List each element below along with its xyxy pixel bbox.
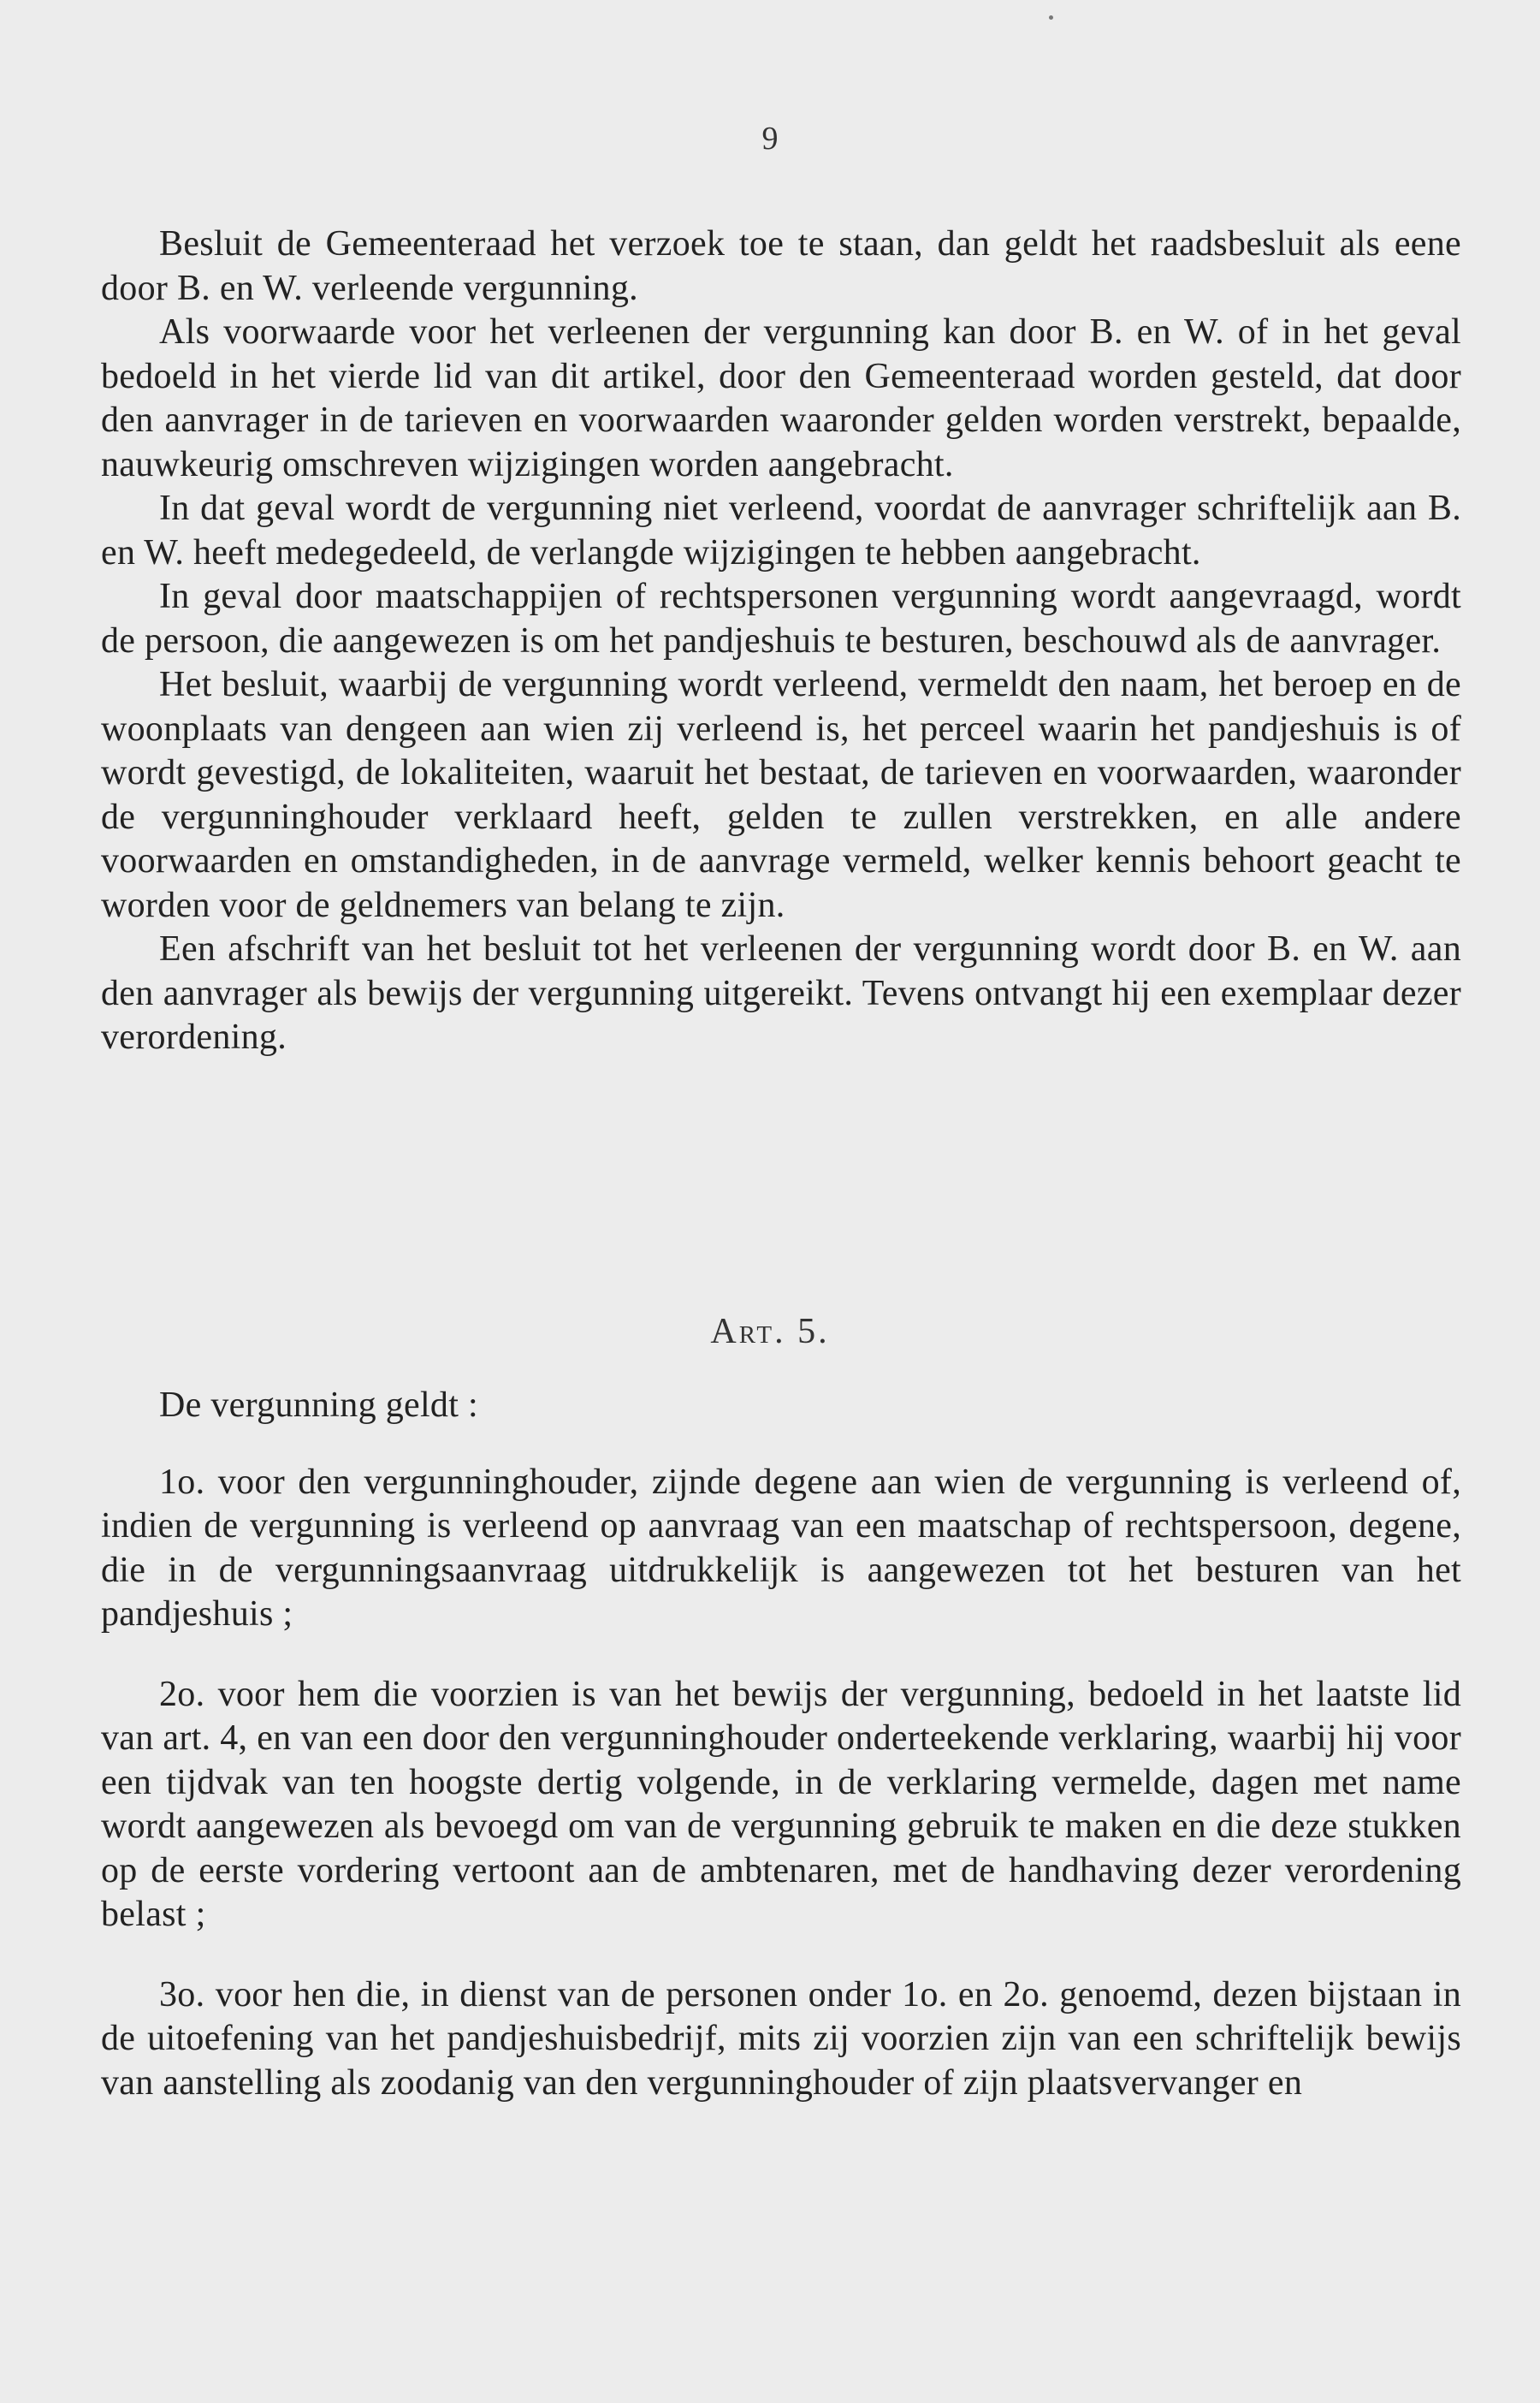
article-item: 3o. voor hen die, in dienst van de personen onder 1o. en 2o. genoemd, dezen bijstaan in de uitoefening van het pandjeshuisbedrijf, mits zij voorzien zijn van een schriftelijk bewijs van aanstelling als zoodanig van den vergunninghouder of zijn plaatsvervanger en bbox=[101, 1974, 1461, 2103]
paragraph: In dat geval wordt de vergunning niet verleend, voordat de aanvrager schriftelijk aan B. en W. heeft medegedeeld, de verlangde wijzigingen te hebben aangebracht. bbox=[101, 489, 1461, 573]
paragraph: In geval door maatschappijen of rechtspersonen vergunning wordt aangevraagd, wordt de persoon, die aangewezen is om het pandjeshuis te besturen, beschouwd als de aanvrager. bbox=[101, 577, 1461, 661]
article-item: 2o. voor hem die voorzien is van het bewijs der vergunning, bedoeld in het laatste lid van art. 4, en van een door den vergunninghouder onderteekende verklaring, waarbij hij voor een tijdvak van ten hoogste dertig volgende, in de verklaring vermelde, dagen met name wordt aangewezen als bevoegd om van de vergunning gebruik te maken en die deze stukken op de eerste vordering vertoont aan de ambtenaren, met de handhaving dezer verordening belast ; bbox=[101, 1674, 1461, 1934]
article-intro: De vergunning geldt : bbox=[159, 1385, 478, 1425]
paper-speck bbox=[1049, 15, 1053, 20]
article-heading bbox=[0, 1309, 1540, 1354]
paragraph: Als voorwaarde voor het verleenen der vergunning kan door B. en W. of in het geval bedoeld in het vierde lid van dit artikel, door den Gemeenteraad worden gesteld, dat door den aanvrager in de tarieven en voorwaarden waaronder gelden worden verstrekt, bepaalde, nauwkeurig omschreven wijzigingen worden aangebracht. bbox=[101, 312, 1461, 484]
article-item: 1o. voor den vergunninghouder, zijnde degene aan wien de vergunning is verleend of, indien de vergunning is verleend op aanvraag van een maatschap of rechtspersoon, degene, die in de vergunningsaanvraag uitdrukkelijk is aangewezen tot het besturen van het pandjeshuis ; bbox=[101, 1462, 1461, 1634]
article-heading-prefix: Art bbox=[710, 1312, 775, 1351]
paragraph: Het besluit, waarbij de vergunning wordt verleend, vermeldt den naam, het beroep en de woonplaats van dengeen aan wien zij verleend is, het perceel waarin het pandjeshuis is of wordt gevestigd, de lokaliteiten, waaruit het bestaat, de tarieven en voorwaarden, waaronder de vergunninghouder verklaard heeft, gelden te zullen verstrekken, en alle andere voorwaarden en omstandigheden, in de aanvrage vermeld, welker kennis behoort geacht te worden voor de geldnemers van belang te zijn. bbox=[101, 665, 1461, 925]
page-number: 9 bbox=[761, 121, 779, 157]
article-text-block bbox=[101, 1384, 1461, 2105]
paragraph: Een afschrift van het besluit tot het verleenen der vergunning wordt door B. en W. aan den aanvrager als bewijs der vergunning uitgereikt. Tevens ontvangt hij een exemplaar dezer verordening. bbox=[101, 929, 1461, 1057]
top-text-block bbox=[101, 222, 1461, 1060]
paragraph: Besluit de Gemeenteraad het verzoek toe te staan, dan geldt het raadsbesluit als eene door B. en W. verleende vergunning. bbox=[101, 224, 1461, 308]
article-heading-number: . 5. bbox=[774, 1312, 830, 1351]
